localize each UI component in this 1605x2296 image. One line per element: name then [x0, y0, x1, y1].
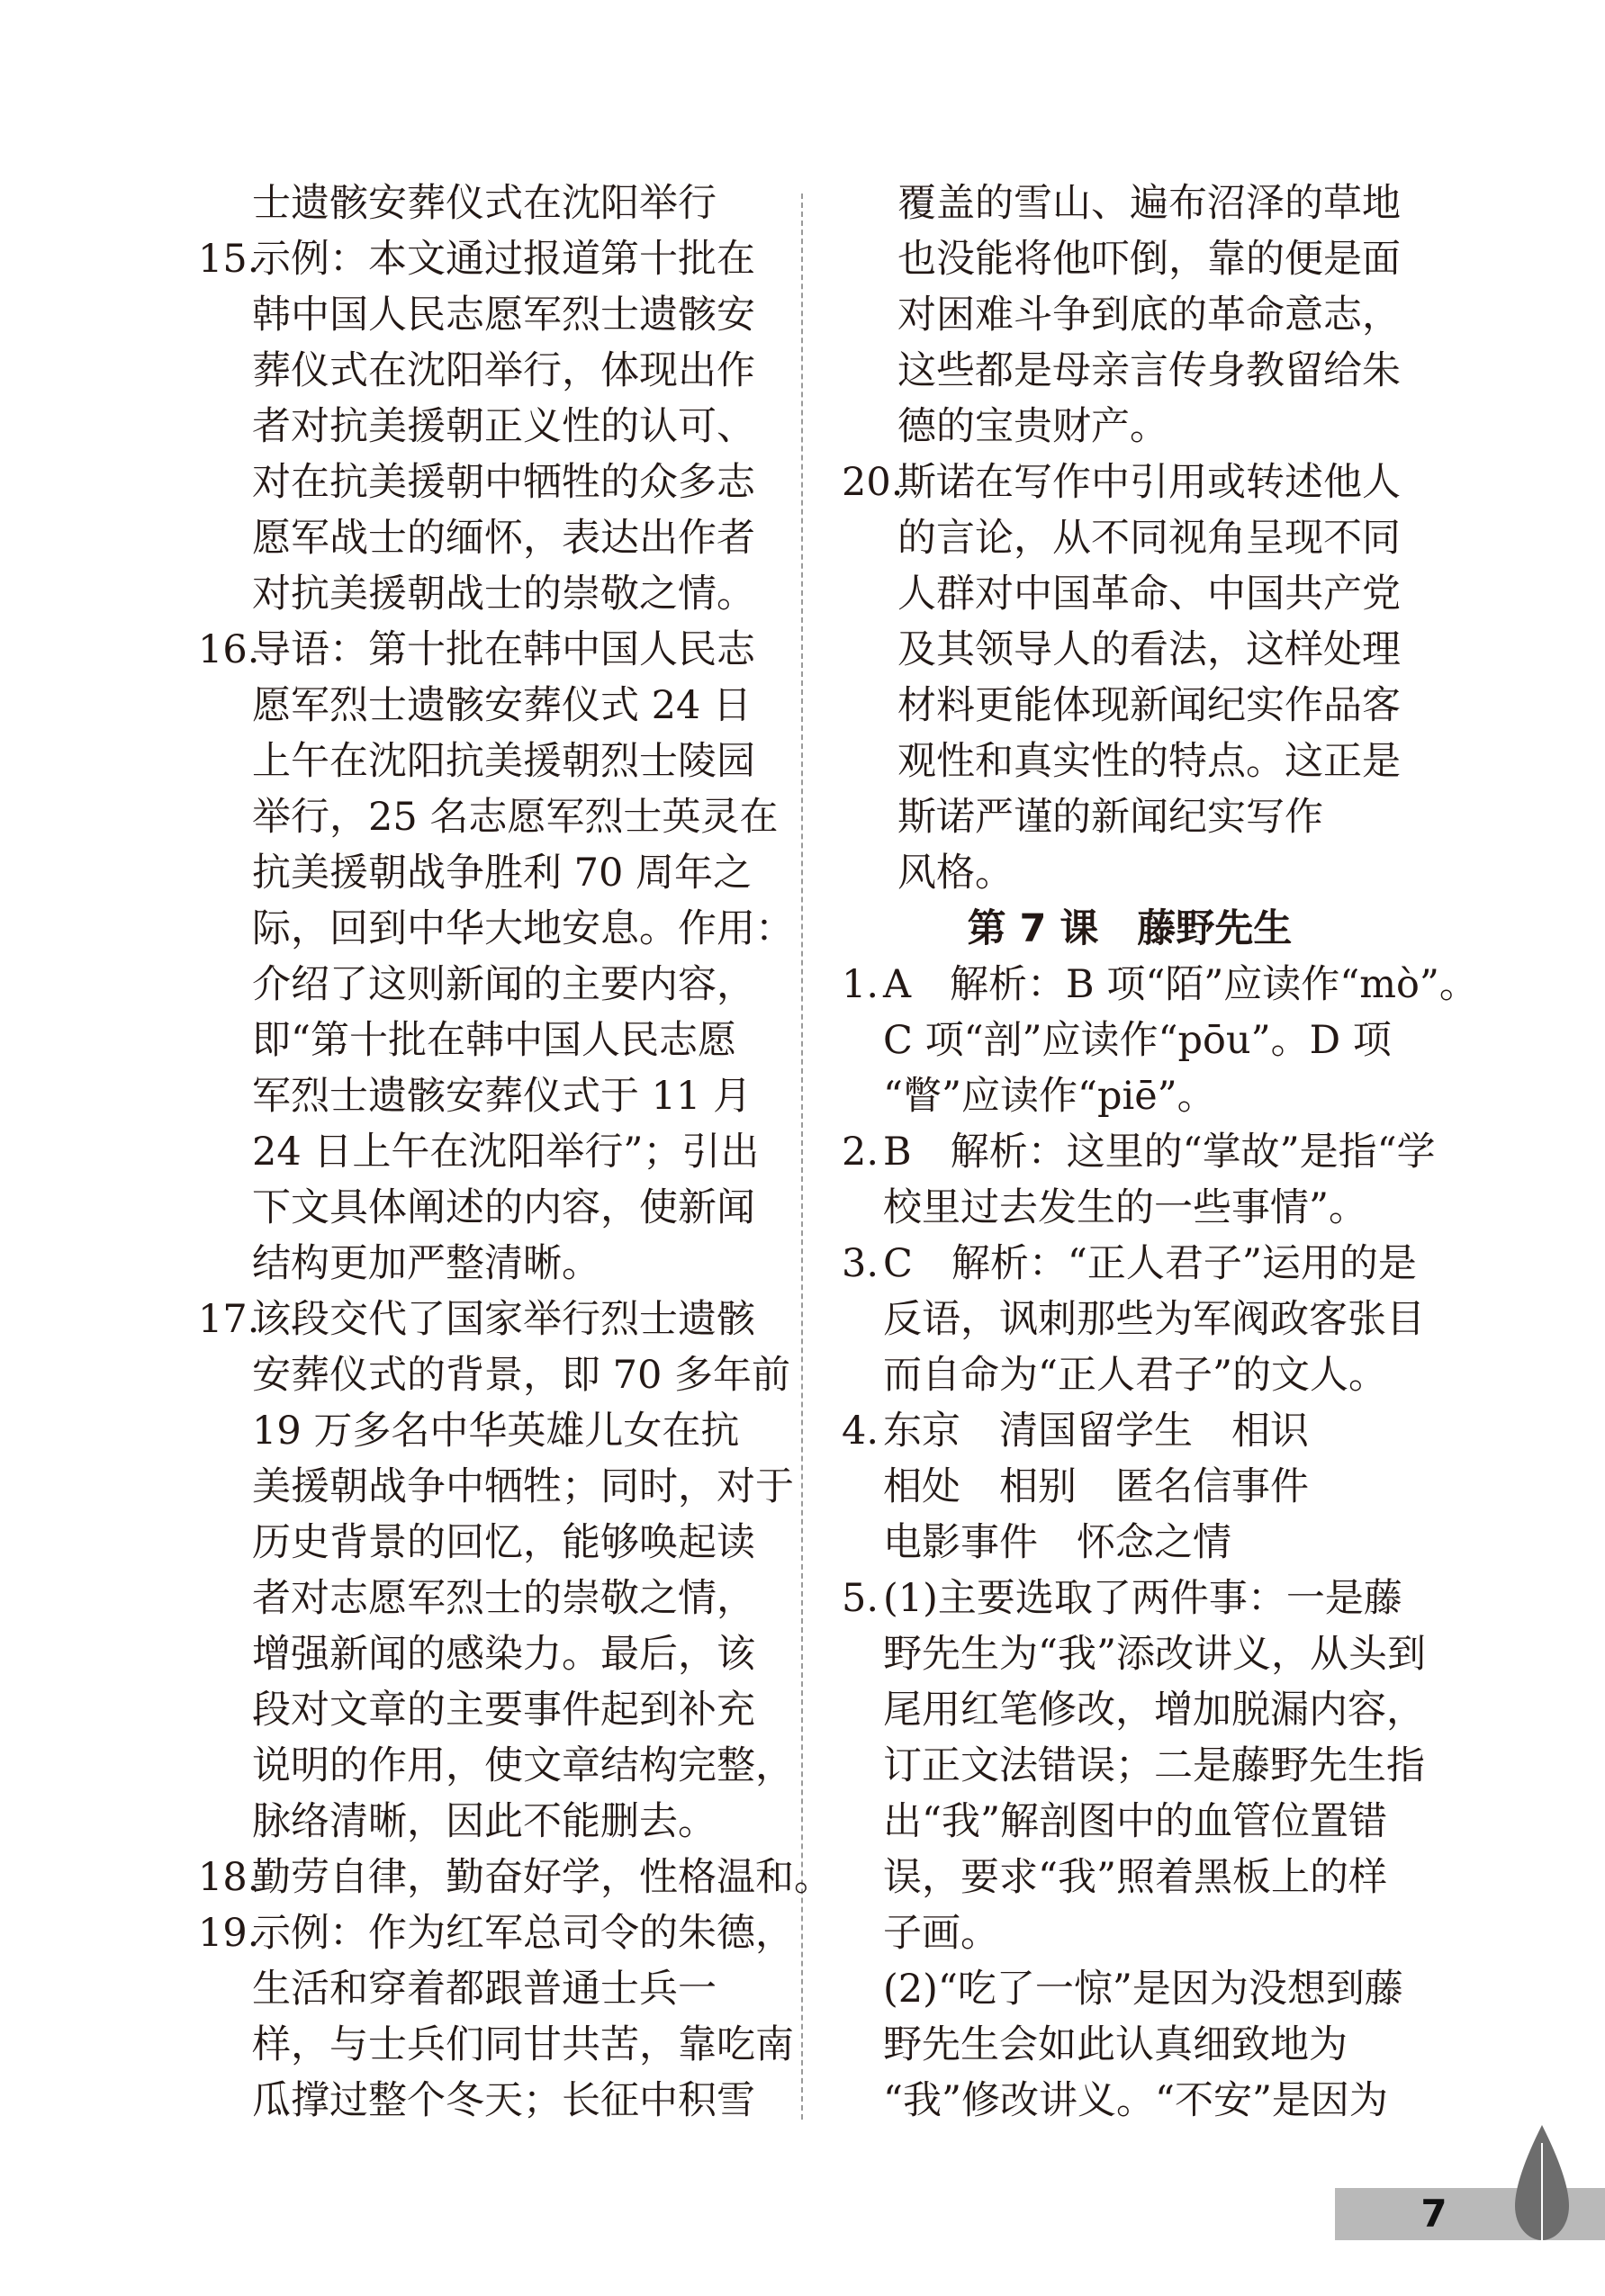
line-text: 示例：作为红军总司令的朱德，: [252, 1911, 794, 1956]
text-line: [198, 1013, 783, 1068]
line-text: 也没能将他吓倒，靠的便是面: [897, 237, 1401, 282]
line-text: 脉络清晰，因此不能删去。: [252, 1799, 717, 1844]
line-text: 段对文章的主要事件起到补充: [252, 1688, 755, 1733]
text-line: [842, 1292, 1425, 1347]
text-line: [842, 789, 1418, 845]
text-line: [842, 622, 1418, 678]
text-line: [198, 1403, 783, 1459]
text-line: [198, 622, 783, 678]
text-line: [198, 901, 794, 957]
line-text: 24 日上午在沈阳举行”；引出: [252, 1130, 760, 1175]
line-text: 美援朝战争中牺牲；同时，对于: [252, 1464, 794, 1509]
line-text: 斯诺在写作中引用或转述他人: [897, 460, 1401, 505]
line-text: 而自命为“正人君子”的文人。: [883, 1353, 1387, 1398]
line-text: 安葬仪式的背景，即 70 多年前: [252, 1353, 791, 1398]
line-text: 瓜撑过整个冬天；长征中积雪: [252, 2078, 755, 2123]
item-number: 17.: [198, 1297, 260, 1342]
line-text: 人群对中国革命、中国共产党: [897, 572, 1401, 617]
text-line: [842, 1180, 1418, 1236]
line-text: 勤劳自律，勤奋好学，性格温和。: [252, 1855, 833, 1900]
text-line: [842, 287, 1418, 343]
line-text: 的言论，从不同视角呈现不同: [897, 516, 1401, 561]
text-line: [842, 231, 1418, 287]
text-line: [842, 176, 1418, 231]
text-line: [842, 2017, 1418, 2073]
text-line: [842, 734, 1418, 789]
line-text: 东京 清国留学生 相识: [883, 1409, 1309, 1454]
line-text: 韩中国人民志愿军烈士遗骸安: [252, 293, 755, 338]
text-line: [198, 789, 783, 845]
text-line: [198, 734, 783, 789]
lesson-heading: 第 7 课 藤野先生: [967, 906, 1293, 951]
line-text: 反语，讽刺那些为军阀政客张目: [883, 1297, 1425, 1342]
text-line: [198, 231, 783, 287]
item-number: 1.: [842, 962, 879, 1007]
line-text: 说明的作用，使文章结构完整，: [252, 1743, 794, 1788]
text-line: [842, 845, 1418, 901]
text-line: [198, 2017, 794, 2073]
text-line: [842, 1961, 1418, 2017]
text-line: [842, 399, 1418, 455]
text-line: [198, 1850, 833, 1905]
text-line: [842, 343, 1418, 399]
line-text: 材料更能体现新闻纪实作品客: [897, 683, 1401, 728]
text-line: [198, 399, 783, 455]
line-text: 野先生为“我”添改讲义，从头到: [883, 1632, 1426, 1677]
item-number: 3.: [842, 1241, 879, 1286]
text-line: [842, 1794, 1418, 1850]
text-line: [198, 343, 783, 399]
text-line: [842, 566, 1418, 622]
leaf-icon: [1515, 2125, 1569, 2242]
line-text: 介绍了这则新闻的主要内容，: [252, 962, 755, 1007]
text-line: [842, 1905, 1418, 1961]
text-line: [198, 1515, 783, 1571]
line-text: 结构更加严整清晰。: [252, 1241, 600, 1286]
line-text: 观性和真实性的特点。这正是: [897, 739, 1401, 784]
column-divider: [801, 194, 803, 2120]
text-line: [198, 1905, 794, 1961]
line-text: 者对抗美援朝正义性的认可、: [252, 404, 755, 449]
text-line: [198, 1347, 791, 1403]
line-text: 相处 相别 匿名信事件: [883, 1464, 1309, 1509]
text-line: [842, 2073, 1418, 2129]
page-number: 7: [1420, 2192, 1447, 2236]
line-text: 德的宝贵财产。: [897, 404, 1168, 449]
line-text: 军烈士遗骸安葬仪式于 11 月: [252, 1074, 753, 1119]
text-line: [842, 1013, 1418, 1068]
line-text: B 解析：这里的“掌故”是指“学: [883, 1130, 1436, 1175]
text-line: [198, 1180, 783, 1236]
page-footer: [1335, 2161, 1605, 2242]
line-text: 下文具体阐述的内容，使新闻: [252, 1185, 755, 1230]
line-text: 子画。: [883, 1911, 999, 1956]
text-line: [198, 845, 783, 901]
line-text: 愿军烈士遗骸安葬仪式 24 日: [252, 683, 753, 728]
line-text: 电影事件 怀念之情: [883, 1520, 1231, 1565]
line-text: 风格。: [897, 851, 1014, 896]
text-line: [198, 1292, 783, 1347]
text-line: [842, 1515, 1418, 1571]
text-line: [198, 2073, 783, 2129]
text-line: [842, 1738, 1425, 1794]
text-line: [842, 1403, 1418, 1459]
line-text: 对抗美援朝战士的崇敬之情。: [252, 572, 755, 617]
text-line: [198, 1068, 783, 1124]
line-text: (2)“吃了一惊”是因为没想到藤: [883, 1967, 1403, 2012]
line-text: 该段交代了国家举行烈士遗骸: [252, 1297, 755, 1342]
text-line: [842, 1626, 1426, 1682]
line-text: 尾用红笔修改，增加脱漏内容，: [883, 1688, 1425, 1733]
text-line: [198, 455, 783, 510]
line-text: 生活和穿着都跟普通士兵一: [252, 1967, 717, 2012]
text-line: [842, 1459, 1418, 1515]
text-line: [198, 1236, 783, 1292]
line-text: C 解析：“正人君子”运用的是: [883, 1241, 1417, 1286]
text-line: [198, 287, 783, 343]
line-text: “我”修改讲义。“不安”是因为: [883, 2078, 1388, 2123]
line-text: 出“我”解剖图中的血管位置错: [883, 1799, 1387, 1844]
text-line: [842, 1682, 1425, 1738]
line-text: “瞥”应读作“piē”。: [883, 1074, 1216, 1119]
line-text: 误，要求“我”照着黑板上的样: [883, 1855, 1387, 1900]
line-text: 示例：本文通过报道第十批在: [252, 237, 755, 282]
line-text: 覆盖的雪山、遍布沼泽的草地: [897, 181, 1401, 226]
text-line: [198, 957, 783, 1013]
item-number: 16.: [198, 627, 260, 672]
item-number: 5.: [842, 1576, 879, 1621]
text-line: [842, 510, 1418, 566]
line-text: 葬仪式在沈阳举行，体现出作: [252, 348, 755, 393]
item-number: 20.: [842, 460, 904, 505]
line-text: 上午在沈阳抗美援朝烈士陵园: [252, 739, 755, 784]
line-text: 历史背景的回忆，能够唤起读: [252, 1520, 755, 1565]
line-text: 这些都是母亲言传身教留给朱: [897, 348, 1401, 393]
text-line: [198, 678, 783, 734]
line-text: 际，回到中华大地安息。作用：: [252, 906, 794, 951]
line-text: 举行，25 名志愿军烈士英灵在: [252, 795, 779, 840]
text-line: [842, 957, 1478, 1013]
item-number: 19.: [198, 1911, 260, 1956]
line-text: 抗美援朝战争胜利 70 周年之: [252, 851, 753, 896]
text-line: [842, 678, 1418, 734]
line-text: 样，与士兵们同甘共苦，靠吃南: [252, 2022, 794, 2067]
line-text: 对困难斗争到底的革命意志，: [897, 293, 1401, 338]
text-line: [842, 1347, 1418, 1403]
line-text: 增强新闻的感染力。最后，该: [252, 1632, 755, 1677]
line-text: 者对志愿军烈士的崇敬之情，: [252, 1576, 755, 1621]
text-line: [198, 1124, 783, 1180]
line-text: 导语：第十批在韩中国人民志: [252, 627, 755, 672]
line-text: (1)主要选取了两件事：一是藤: [883, 1576, 1402, 1621]
line-text: 即“第十批在韩中国人民志愿: [252, 1018, 736, 1063]
item-number: 18.: [198, 1855, 260, 1900]
line-text: 士遗骸安葬仪式在沈阳举行: [252, 181, 717, 226]
line-text: 订正文法错误；二是藤野先生指: [883, 1743, 1425, 1788]
text-line: [198, 566, 783, 622]
text-line: [198, 1571, 783, 1626]
line-text: 野先生会如此认真细致地为: [883, 2022, 1348, 2067]
text-line: [198, 1794, 783, 1850]
line-text: 愿军战士的缅怀，表达出作者: [252, 516, 755, 561]
text-line: [198, 1738, 794, 1794]
line-text: A 解析：B 项“陌”应读作“mò”。: [883, 962, 1478, 1007]
item-number: 4.: [842, 1409, 879, 1454]
left-column: [198, 176, 833, 2129]
line-text: 及其领导人的看法，这样处理: [897, 627, 1401, 672]
text-line: [842, 1850, 1418, 1905]
text-line: [198, 510, 783, 566]
line-text: 校里过去发生的一些事情”。: [883, 1185, 1367, 1230]
text-line: [198, 176, 783, 231]
item-number: 15.: [198, 237, 260, 282]
item-number: 2.: [842, 1130, 879, 1175]
line-text: C 项“剖”应读作“pōu”。D 项: [883, 1018, 1392, 1063]
text-line: [842, 1124, 1436, 1180]
line-text: 对在抗美援朝中牺牲的众多志: [252, 460, 755, 505]
line-text: 斯诺严谨的新闻纪实写作: [897, 795, 1323, 840]
text-line: [198, 1626, 783, 1682]
text-line: [198, 1459, 794, 1515]
right-column: [842, 176, 1478, 2129]
text-line: [842, 1236, 1418, 1292]
text-line: [842, 455, 1418, 510]
text-line: [842, 1571, 1418, 1626]
text-line: [198, 1961, 783, 2017]
text-line: [842, 1068, 1418, 1124]
line-text: 19 万多名中华英雄儿女在抗: [252, 1409, 740, 1454]
text-line: [198, 1682, 783, 1738]
